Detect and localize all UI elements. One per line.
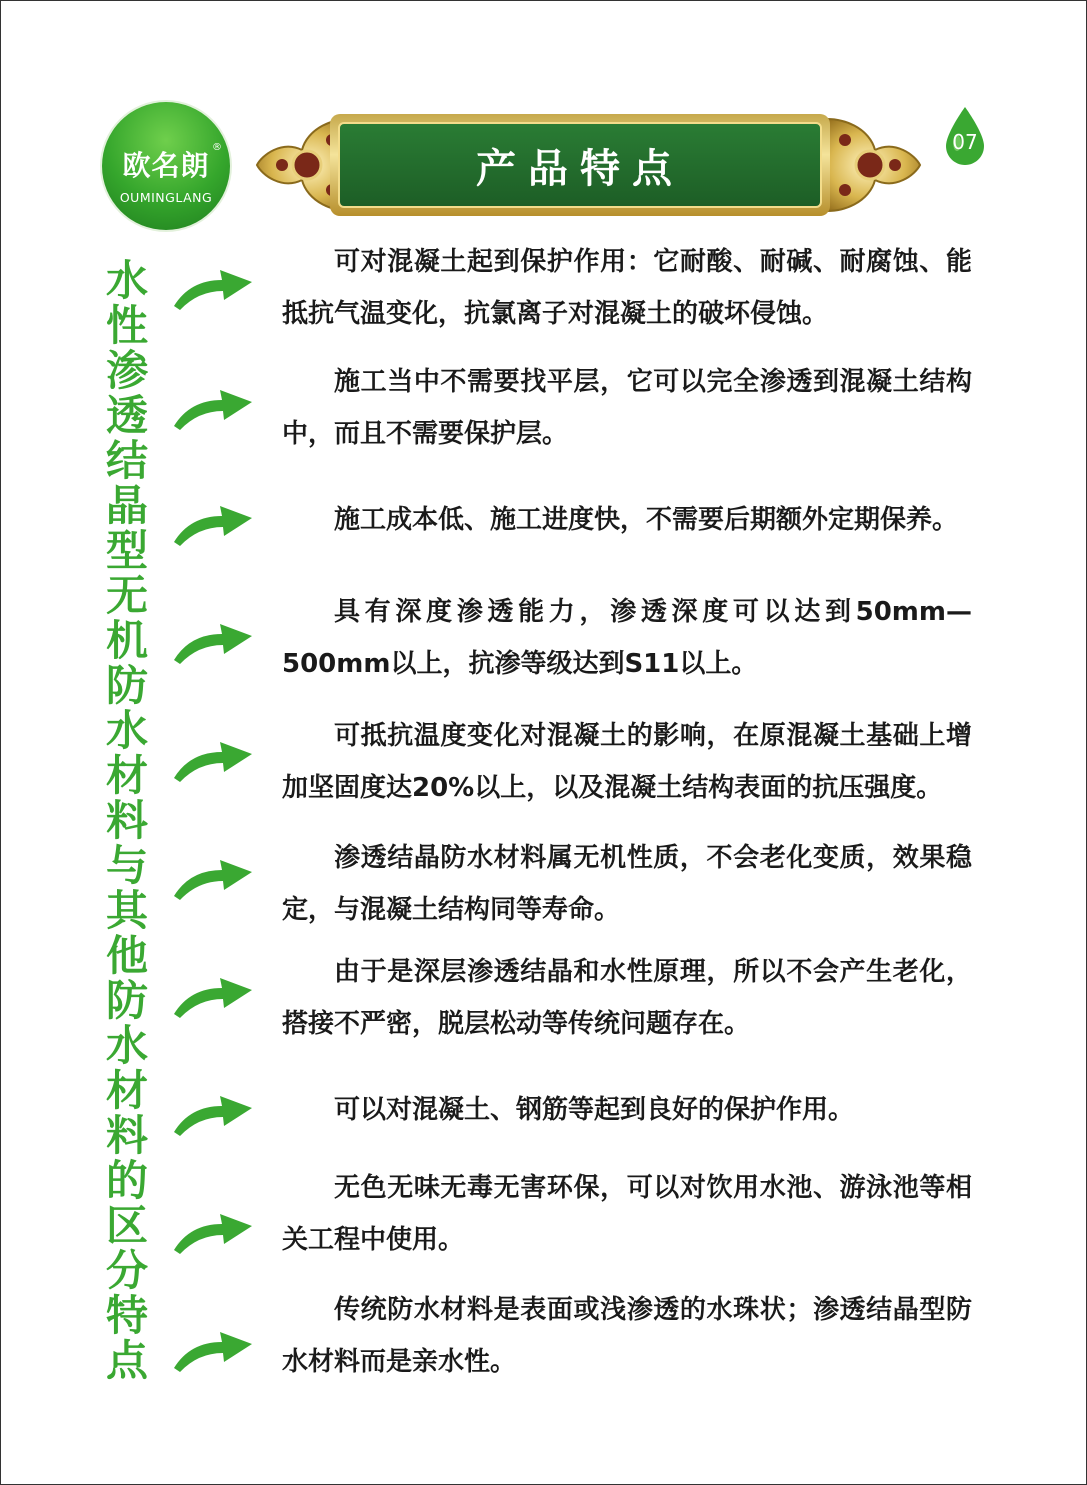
page-title: 产品特点 bbox=[476, 145, 684, 192]
green-arrow-icon bbox=[170, 856, 254, 902]
feature-paragraph: 施工成本低、施工进度快，不需要后期额外定期保养。 bbox=[334, 505, 959, 535]
green-arrow-icon bbox=[170, 1210, 254, 1256]
green-arrow-icon bbox=[170, 974, 254, 1020]
side-vertical-title: 水性渗透结晶型无机防水材料与其他防水材料的区分特点 bbox=[105, 256, 148, 1385]
header-banner bbox=[330, 114, 830, 216]
feature-paragraph: 具有深度渗透能力，渗透深度可以达到50mm—500mm以上，抗渗等级达到S11以上。 bbox=[282, 597, 972, 679]
feature-paragraph: 由于是深层渗透结晶和水性原理，所以不会产生老化，搭接不严密，脱层松动等传统问题存在。 bbox=[282, 957, 972, 1039]
green-arrow-icon bbox=[170, 386, 254, 432]
green-arrow-icon bbox=[170, 620, 254, 666]
logo-chinese-name: 欧名朗 bbox=[122, 149, 210, 182]
page-number: 07 bbox=[952, 130, 978, 154]
feature-paragraph: 可对混凝土起到保护作用：它耐酸、耐碱、耐腐蚀、能抵抗气温变化，抗氯离子对混凝土的破坏侵蚀。 bbox=[282, 247, 972, 329]
header-banner-inner bbox=[338, 122, 822, 208]
feature-paragraph: 无色无味无毒无害环保，可以对饮用水池、游泳池等相关工程中使用。 bbox=[282, 1173, 972, 1255]
green-arrow-icon bbox=[170, 1328, 254, 1374]
brand-logo bbox=[102, 102, 230, 230]
green-arrow-icon bbox=[170, 738, 254, 784]
feature-paragraph: 施工当中不需要找平层，它可以完全渗透到混凝土结构中，而且不需要保护层。 bbox=[282, 367, 972, 449]
green-arrow-icon bbox=[170, 502, 254, 548]
feature-paragraph: 可以对混凝土、钢筋等起到良好的保护作用。 bbox=[334, 1095, 855, 1125]
feature-paragraph: 渗透结晶防水材料属无机性质，不会老化变质，效果稳定，与混凝土结构同等寿命。 bbox=[282, 843, 972, 925]
logo-english-name: OUMINGLANG bbox=[119, 190, 213, 205]
feature-paragraph: 可抵抗温度变化对混凝土的影响，在原混凝土基础上增加坚固度达20%以上，以及混凝土结构表面的抗压强度。 bbox=[282, 721, 972, 803]
green-arrow-icon bbox=[170, 266, 254, 312]
registered-mark: ® bbox=[212, 142, 222, 153]
green-arrow-icon bbox=[170, 1092, 254, 1138]
feature-paragraph: 传统防水材料是表面或浅渗透的水珠状；渗透结晶型防水材料而是亲水性。 bbox=[282, 1295, 972, 1377]
